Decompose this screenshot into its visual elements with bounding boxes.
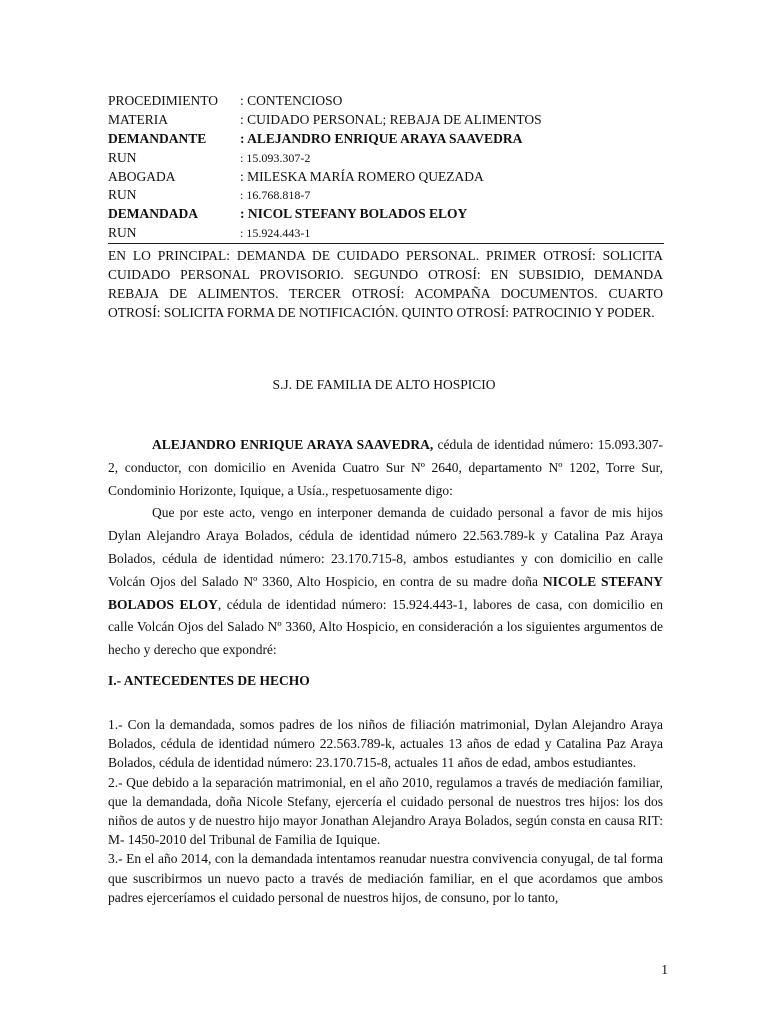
- header-value: : 16.768.818-7: [240, 188, 311, 203]
- header-label: RUN: [108, 225, 137, 241]
- plaintiff-name: ALEJANDRO ENRIQUE ARAYA SAAVEDRA,: [152, 437, 434, 452]
- header-row-demandante: [108, 130, 664, 149]
- header-label: ABOGADA: [108, 168, 176, 184]
- intro-text: cédula de identidad número: 15.093.307-2, conductor, con domicilio en Avenida Cuatro Sur Nº 2640, departamento Nº 1202, Torre Sur, Condominio Horizonte, Iquique, a Usía., respetuosamente digo:: [108, 437, 663, 498]
- header-value: : 15.924.443-1: [240, 226, 311, 241]
- header-value: : CUIDADO PERSONAL; REBAJA DE ALIMENTOS: [240, 111, 542, 127]
- fact-item: 3.- En el año 2014, con la demandada intentamos reanudar nuestra convivencia conyugal, de tal forma que suscribirmos un nuevo pacto a través de mediación familiar, en el que acordamos que ambos padres ejerceríamos el cuidado personal de nuestros hijos, de consuno, por lo tanto,: [108, 851, 663, 905]
- header-value: : CONTENCIOSO: [240, 93, 343, 108]
- court-title: S.J. DE FAMILIA DE ALTO HOSPICIO: [272, 377, 496, 392]
- case-header: [108, 92, 664, 244]
- header-label: DEMANDANTE: [108, 130, 207, 146]
- petition-text-before: Que por este acto, vengo en interponer demanda de cuidado personal a favor de mis hijos Dylan Alejandro Araya Bolados, cédula de identidad número 22.563.789-k y Catalina Paz Araya Bolados, cédula de identidad número: 23.170.715-8, ambos estudiantes y con domicilio en calle Volcán Ojos del Salado Nº 3360, Alto Hospicio, en contra de su madre doña: [108, 505, 663, 589]
- header-label: RUN: [108, 187, 137, 203]
- header-value: : NICOL STEFANY BOLADOS ELOY: [240, 206, 468, 222]
- header-label: PROCEDIMIENTO: [108, 93, 219, 108]
- header-label: RUN: [108, 149, 137, 165]
- header-row-procedimiento: [108, 92, 664, 111]
- header-row-demandada: [108, 205, 664, 224]
- intro-paragraph: [108, 434, 663, 502]
- petition-paragraph: [108, 502, 663, 662]
- defendant-name: NICOLE STEFANY BOLADOS ELOY: [108, 573, 663, 612]
- header-row-run-demandante: [108, 149, 664, 168]
- facts-list: [108, 715, 663, 907]
- header-label: MATERIA: [108, 111, 168, 127]
- petition-text-after: , cédula de identidad número: 15.924.443-1, labores de casa, con domicilio en calle Volcán Ojos del Salado Nº 3360, Alto Hospicio, en consideración a los siguientes argumentos de hecho y derecho que expondré:: [108, 596, 664, 658]
- header-row-run-abogada: [108, 186, 664, 205]
- header-row-abogada: [108, 168, 664, 187]
- page-number: 1: [661, 962, 668, 977]
- header-value: : 15.093.307-2: [240, 150, 311, 165]
- header-value: : ALEJANDRO ENRIQUE ARAYA SAAVEDRA: [240, 130, 523, 146]
- header-row-run-demandada: [108, 224, 664, 244]
- fact-item: 1.- Con la demandada, somos padres de los niños de filiación matrimonial, Dylan Alejandro Araya Bolados, cédula de identidad número 22.563.789-k, actuales 13 años de edad y Catalina Paz Araya Bolados, cédula de identidad número: 23.170.715-8, actuales 11 años de edad, ambos estudiantes.: [108, 717, 663, 771]
- fact-item: 2.- Que debido a la separación matrimonial, en el año 2010, regulamos a través de mediación familiar, que la demandada, doña Nicole Stefany, ejercería el cuidado personal de nuestros tres hijos: los dos niños de autos y de nuestro hijo mayor Jonathan Alejandro Araya Bolados, según consta en causa RIT: M- 1450-2010 del Tribunal de Familia de Iquique.: [108, 774, 663, 848]
- header-value: : MILESKA MARÍA ROMERO QUEZADA: [240, 168, 484, 184]
- body-text: [108, 434, 663, 662]
- header-row-materia: [108, 111, 664, 130]
- summary-block: EN LO PRINCIPAL: DEMANDA DE CUIDADO PERSONAL. PRIMER OTROSÍ: SOLICITA CUIDADO PERSONAL PROVISORIO. SEGUNDO OTROSÍ: EN SUBSIDIO, DEMANDA REBAJA DE ALIMENTOS. TERCER OTROSÍ: ACOMPAÑA DOCUMENTOS. CUARTO OTROSÍ: SOLICITA FORMA DE NOTIFICACIÓN. QUINTO OTROSÍ: PATROCINIO Y PODER.: [108, 248, 663, 320]
- header-label: DEMANDADA: [108, 206, 198, 222]
- section-heading: I.- ANTECEDENTES DE HECHO: [108, 673, 310, 688]
